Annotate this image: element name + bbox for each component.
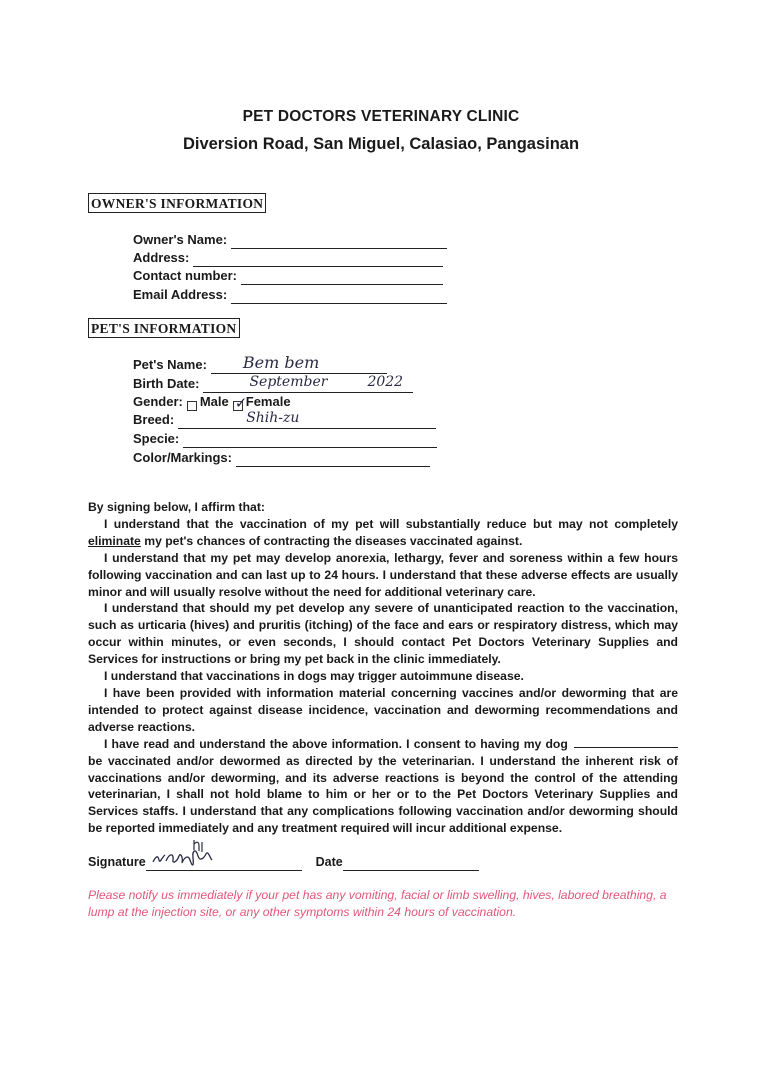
- clinic-name: PET DOCTORS VETERINARY CLINIC: [242, 108, 520, 125]
- clinic-address: Diversion Road, San Miguel, Calasiao, Pangasinan: [182, 135, 580, 153]
- contact-number-field[interactable]: [133, 267, 443, 285]
- owner-address-label: Address:: [133, 250, 190, 265]
- breed-field[interactable]: [133, 411, 436, 429]
- pet-name-line[interactable]: [211, 353, 387, 374]
- consent-paragraph-2: I understand that my pet may develop anorexia, lethargy, fever and soreness within a few hours following vaccination and can last up to 24 hours. I understand that these adverse effects are usually minor and will usually resolve without the need for additional veterinary care.: [88, 550, 678, 599]
- birth-month-handwritten: September: [249, 374, 328, 390]
- pet-section-title: PET'S INFORMATION: [88, 318, 240, 338]
- pet-name-handwritten: Bem bem: [242, 353, 320, 372]
- contact-number-label: Contact number:: [133, 268, 237, 283]
- signature-field[interactable]: [88, 853, 479, 871]
- date-line[interactable]: [343, 856, 479, 871]
- pet-name-field[interactable]: [133, 353, 387, 374]
- gender-male-label: Male: [199, 394, 229, 409]
- aftercare-notice: Please notify us immediately if your pet has any vomiting, facial or limb swelling, hives, labored breathing, a lump at the injection site, or any other symptoms within 24 hours of vaccination.: [88, 888, 667, 919]
- color-markings-field[interactable]: [133, 449, 430, 467]
- email-address-label: Email Address:: [133, 287, 228, 302]
- signature-line[interactable]: [146, 856, 302, 871]
- gender-female-checkbox[interactable]: [233, 395, 248, 412]
- specie-field[interactable]: [133, 430, 437, 448]
- breed-label: Breed:: [133, 412, 175, 427]
- check-mark-icon: ✓: [234, 395, 248, 412]
- consent-paragraph-1: I understand that the vaccination of my pet will substantially reduce but may not completely eliminate my pet's chances of contracting the diseases vaccinated against.: [88, 516, 678, 548]
- consent-paragraph-3: I understand that should my pet develop any severe of unanticipated reaction to the vaccination, such as urticaria (hives) and pruritis (itching) of the face and ears or respiratory distress, which may occur within minutes, or even seconds, I should contact Pet Doctors Veterinary Supplies and Services for instructions or bring my pet back in the clinic immediately.: [88, 601, 678, 667]
- gender-male-checkbox[interactable]: [187, 401, 197, 411]
- specie-line[interactable]: [183, 433, 437, 448]
- owner-name-label: Owner's Name:: [133, 232, 228, 247]
- breed-line[interactable]: [178, 410, 436, 429]
- owner-section-title: OWNER'S INFORMATION: [88, 193, 266, 213]
- color-markings-label: Color/Markings:: [133, 450, 232, 465]
- consent-paragraph-6: I have read and understand the above information. I consent to having my dog be vaccinated and/or dewormed as directed by the veterinarian. I understand the inherent risk of vaccinations and/or deworming, and its adverse reactions is beyond the control of the attending veterinarian, I shall not hold blame to him or her or to the Pet Doctors Veterinary Supplies and Services staffs. I understand that any complications following vaccination and/or deworming should be reported immediately and any treatment required will incur additional expense.: [88, 736, 678, 836]
- owner-address-line[interactable]: [193, 252, 443, 267]
- owner-name-line[interactable]: [231, 234, 447, 249]
- birth-date-line[interactable]: [203, 374, 413, 393]
- birth-date-field[interactable]: [133, 375, 413, 393]
- email-address-field[interactable]: [133, 286, 447, 304]
- signature-label: Signature: [88, 855, 146, 869]
- owner-name-field[interactable]: [133, 231, 447, 249]
- specie-label: Specie:: [133, 431, 180, 446]
- breed-handwritten: Shih-zu: [246, 410, 300, 426]
- birth-date-label: Birth Date:: [133, 376, 200, 391]
- color-markings-line[interactable]: [236, 452, 430, 467]
- contact-number-line[interactable]: [241, 270, 443, 285]
- consent-paragraph-4: I understand that vaccinations in dogs may trigger autoimmune disease.: [104, 669, 524, 684]
- pet-name-label: Pet's Name:: [133, 357, 207, 372]
- gender-female-label: Female: [245, 394, 291, 409]
- birth-year-handwritten: 2022: [367, 374, 404, 390]
- email-address-line[interactable]: [231, 289, 447, 304]
- gender-label: Gender:: [133, 394, 183, 409]
- consent-text: [88, 499, 678, 837]
- consent-intro: By signing below, I affirm that:: [88, 500, 265, 514]
- dog-name-line[interactable]: [574, 736, 678, 748]
- consent-paragraph-5: I have been provided with information material concerning vaccines and/or deworming that are intended to protect against disease incidence, vaccination and deworming recommendations and adverse reactions.: [88, 685, 678, 734]
- date-label: Date: [315, 855, 343, 869]
- handwritten-signature: [150, 838, 230, 872]
- owner-address-field[interactable]: [133, 249, 443, 267]
